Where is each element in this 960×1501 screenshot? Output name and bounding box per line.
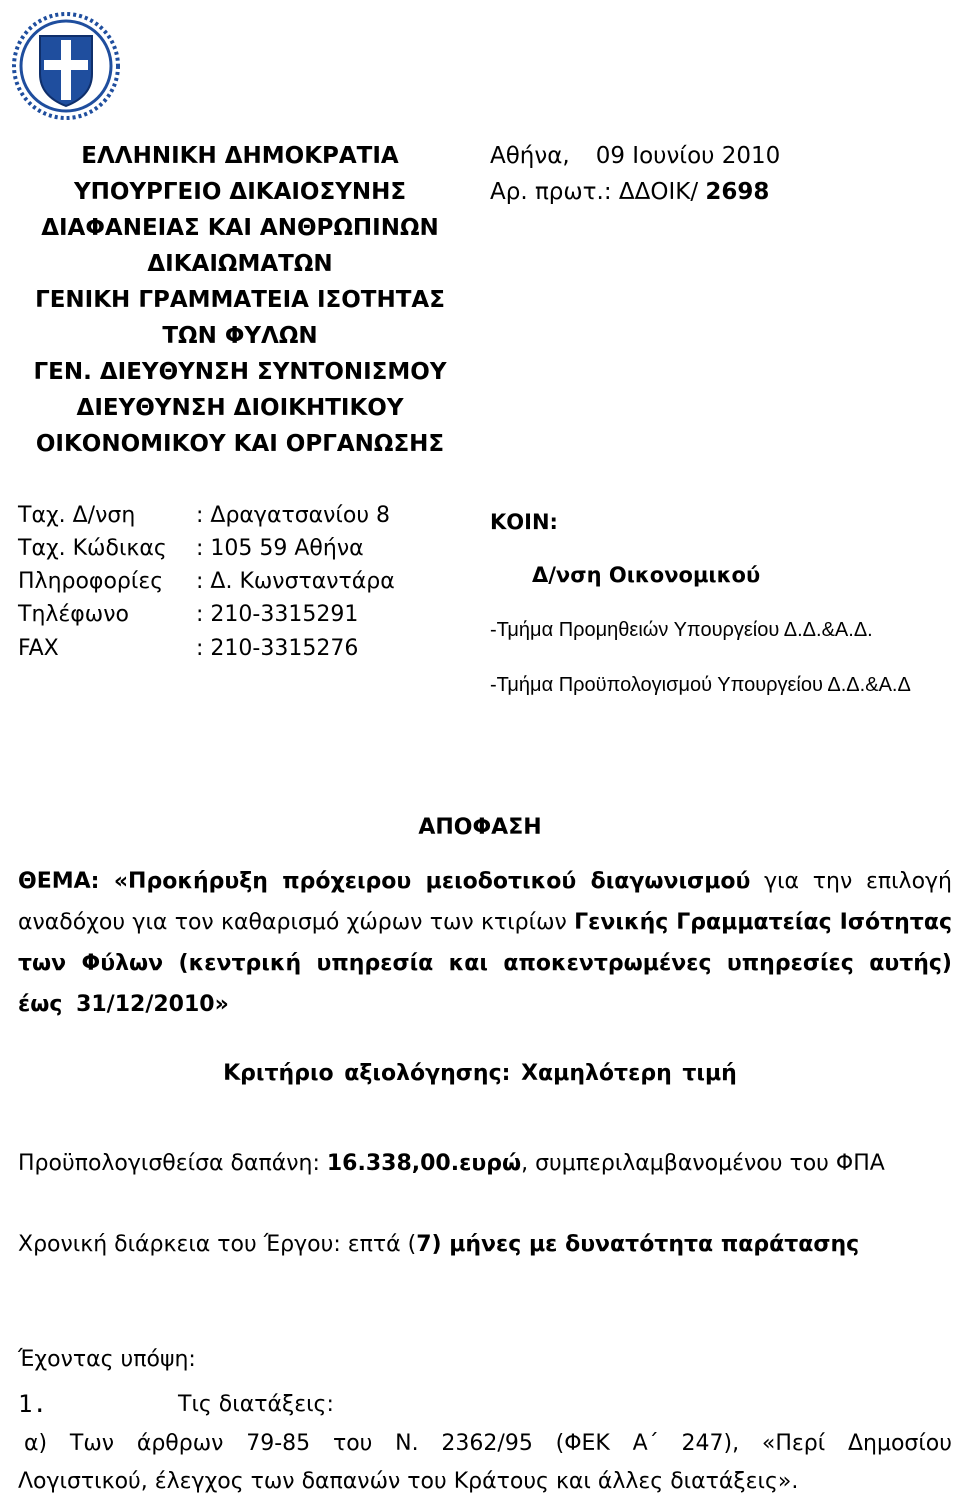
subject-l2-normal: αναδόχου για τον καθαρισμό χώρων των κτιρίων (18, 910, 575, 935)
header-line-3: ΔΙΑΦΑΝΕΙΑΣ ΚΑΙ ΑΝΘΡΩΠΙΝΩΝ (41, 215, 439, 241)
date-value: 09 Ιουνίου 2010 (595, 143, 781, 169)
budget-suffix: , συμπεριλαμβανομένου του ΦΠΑ (521, 1151, 885, 1176)
contact-value-phone: : 210-3315291 (196, 602, 359, 627)
contact-label-postcode: Ταχ. Κώδικας (18, 536, 167, 561)
duration-label: Χρονική διάρκεια του Έργου: επτά ( (18, 1232, 417, 1257)
subject-l1-normal: για την επιλογή (750, 869, 952, 894)
contact-label-info: Πληροφορίες (18, 569, 164, 594)
criterion-line: Κριτήριο αξιολόγησης: Χαμηλότερη τιμή (223, 1061, 737, 1086)
subject-l2-bold: Γενικής Γραμματείας Ισότητας (574, 910, 952, 935)
item-a-line-2: Λογιστικού, έλεγχος των δαπανών του Κράτους και άλλες διατάξεις». (18, 1469, 799, 1494)
contact-value-postcode: : 105 59 Αθήνα (196, 536, 364, 561)
decision-title: ΑΠΟΦΑΣΗ (418, 815, 542, 840)
subject-line-3: των Φύλων (κεντρική υπηρεσία και αποκεντρωμένες υπηρεσίες αυτής) (18, 951, 952, 976)
provisions-text: Τις διατάξεις: (178, 1392, 334, 1417)
considering-line: Έχοντας υπόψη: (18, 1347, 196, 1372)
subject-line-1 (18, 864, 952, 900)
koin-item-budget: -Τμήμα Προϋπολογισμού Υπουργείου Δ.Δ.&Α.Δ (490, 674, 911, 696)
subject-line-2 (18, 905, 952, 941)
duration-bold: 7) μήνες με δυνατότητα παράτασης (416, 1232, 860, 1257)
duration-line (18, 1227, 952, 1263)
budget-line (18, 1146, 952, 1182)
header-line-5: ΓΕΝΙΚΗ ΓΡΑΜΜΑΤΕΙΑ ΙΣΟΤΗΤΑΣ (35, 287, 445, 313)
contact-label-address: Ταχ. Δ/νση (18, 503, 136, 528)
budget-amount: 16.338,00.ευρώ (326, 1151, 522, 1176)
protocol-label: Αρ. πρωτ.: ΔΔΟΙΚ/ (490, 179, 699, 205)
header-line-4: ΔΙΚΑΙΩΜΑΤΩΝ (147, 251, 333, 277)
contact-label-phone: Τηλέφωνο (18, 602, 129, 627)
date-line (490, 139, 780, 173)
header-line-2: ΥΠΟΥΡΓΕΙΟ ΔΙΚΑΙΟΣΥΝΗΣ (73, 179, 407, 205)
protocol-number: 2698 (705, 179, 770, 205)
date-place: Αθήνα, (490, 143, 570, 169)
greek-emblem-icon (10, 10, 122, 122)
header-line-1: ΕΛΛΗΝΙΚΗ ΔΗΜΟΚΡΑΤΙΑ (81, 143, 399, 169)
protocol-line (490, 175, 769, 209)
header-line-9: ΟΙΚΟΝΟΜΙΚΟΥ ΚΑΙ ΟΡΓΑΝΩΣΗΣ (35, 431, 445, 457)
koin-item-procurement: -Τμήμα Προμηθειών Υπουργείου Δ.Δ.&Α.Δ. (490, 619, 873, 641)
subject-heading: ΘΕΜΑ: «Προκήρυξη πρόχειρου μειοδοτικού διαγωνισμού (18, 869, 751, 894)
contact-value-address: : Δραγατσανίου 8 (196, 503, 391, 528)
subject-line-4: έως 31/12/2010» (18, 992, 229, 1017)
budget-label: Προϋπολογισθείσα δαπάνη: (18, 1151, 327, 1176)
koin-directorate: Δ/νση Οικονομικού (532, 563, 761, 587)
item-a-line-1: α) Των άρθρων 79-85 του Ν. 2362/95 (ΦΕΚ Α΄ 247), «Περί Δημοσίου (24, 1431, 952, 1456)
contact-value-fax: : 210-3315276 (196, 636, 359, 661)
provisions-number: 1. (18, 1390, 47, 1418)
contact-label-fax: FAX (18, 636, 59, 661)
header-line-7: ΓΕΝ. ΔΙΕΥΘΥΝΣΗ ΣΥΝΤΟΝΙΣΜΟΥ (33, 359, 447, 385)
header-line-6: ΤΩΝ ΦΥΛΩΝ (162, 323, 318, 349)
header-line-8: ΔΙΕΥΘΥΝΣΗ ΔΙΟΙΚΗΤΙΚΟΥ (76, 395, 404, 421)
koin-title: ΚΟΙΝ: (490, 510, 558, 534)
contact-value-info: : Δ. Κωνσταντάρα (196, 569, 395, 594)
